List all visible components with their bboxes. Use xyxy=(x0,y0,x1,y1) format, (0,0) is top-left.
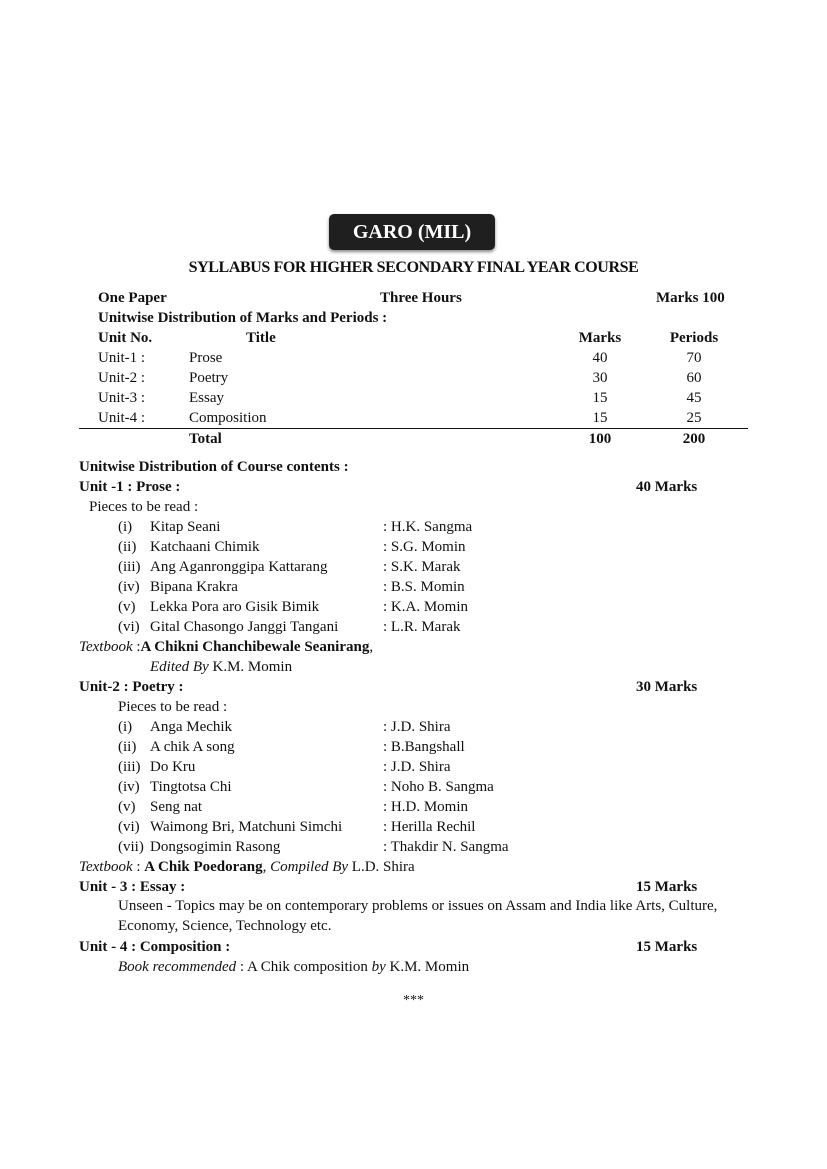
unit2-pieces-label: Pieces to be read : xyxy=(118,699,228,715)
unit1-heading: Unit -1 : Prose : xyxy=(79,479,181,495)
item-title: Bipana Krakra xyxy=(150,579,238,595)
textbook-title: A Chikni Chanchibewale Seanirang xyxy=(140,639,370,655)
item-author: : B.S. Momin xyxy=(383,579,465,595)
unit-cell: Unit-1 : xyxy=(98,350,146,366)
col-header-unit: Unit No. xyxy=(98,330,153,346)
item-title: Waimong Bri, Matchuni Simchi xyxy=(150,819,343,835)
col-header-title: Title xyxy=(246,330,276,346)
edited-label: Edited By xyxy=(150,659,209,675)
subject-badge: GARO (MIL) xyxy=(329,214,495,250)
unit3-marks: 15 Marks xyxy=(636,879,698,895)
item-title: Kitap Seani xyxy=(150,519,221,535)
periods-cell: 60 xyxy=(686,370,702,386)
unit2-marks: 30 Marks xyxy=(636,679,698,695)
item-number: (i) xyxy=(118,519,133,535)
item-number: (iii) xyxy=(118,759,141,775)
item-number: (vi) xyxy=(118,619,140,635)
unit2-heading: Unit-2 : Poetry : xyxy=(79,679,184,695)
item-author: : Thakdir N. Sangma xyxy=(383,839,509,855)
book-label: Book recommended xyxy=(118,959,237,975)
total-label: Total xyxy=(189,431,222,447)
item-title: Ang Aganronggipa Kattarang xyxy=(150,559,328,575)
textbook-sep: : xyxy=(132,859,145,875)
item-author: : S.K. Marak xyxy=(383,559,461,575)
textbook-label: Textbook xyxy=(79,639,133,655)
item-author: : K.A. Momin xyxy=(383,599,469,615)
item-title: Dongsogimin Rasong xyxy=(150,839,281,855)
marks-cell: 40 xyxy=(592,350,608,366)
item-author: : Noho B. Sangma xyxy=(383,779,494,795)
duration: Three Hours xyxy=(380,290,462,306)
marks-cell: 30 xyxy=(592,370,608,386)
item-number: (v) xyxy=(118,799,136,815)
unit3-heading: Unit - 3 : Essay : xyxy=(79,879,186,895)
item-number: (v) xyxy=(118,599,136,615)
marks-cell: 15 xyxy=(592,410,608,426)
unit4-book xyxy=(118,957,469,977)
item-title: Katchaani Chimik xyxy=(150,539,260,555)
item-title: Anga Mechik xyxy=(150,719,233,735)
compiled-label: Compiled By xyxy=(270,859,349,875)
unit-cell: Unit-2 : xyxy=(98,370,146,386)
periods-cell: 25 xyxy=(686,410,702,426)
compiled-name: L.D. Shira xyxy=(348,859,415,875)
periods-cell: 45 xyxy=(686,390,702,406)
unit-cell: Unit-4 : xyxy=(98,410,146,426)
by-label: by xyxy=(371,959,386,975)
total-periods-cell: 200 xyxy=(682,431,706,447)
title-cell: Composition xyxy=(189,410,267,426)
item-number: (iv) xyxy=(118,779,140,795)
item-title: A chik A song xyxy=(150,739,235,755)
textbook-title: A Chik Poedorang xyxy=(144,859,263,875)
item-number: (ii) xyxy=(118,539,137,555)
textbook-sep: : xyxy=(132,639,141,655)
textbook-comma: , xyxy=(369,639,374,655)
unit1-marks: 40 Marks xyxy=(636,479,698,495)
by-name: K.M. Momin xyxy=(385,959,470,975)
item-author: : L.R. Marak xyxy=(383,619,461,635)
unit4-marks: 15 Marks xyxy=(636,939,698,955)
paper-count: One Paper xyxy=(98,290,167,306)
textbook-label: Textbook xyxy=(79,859,133,875)
item-author: : J.D. Shira xyxy=(383,719,451,735)
total-marks-cell: 100 xyxy=(588,431,612,447)
title-cell: Poetry xyxy=(189,370,229,386)
book-text: : A Chik composition xyxy=(236,959,372,975)
col-header-marks: Marks xyxy=(578,330,622,346)
item-title: Gital Chasongo Janggi Tangani xyxy=(150,619,339,635)
item-author: : J.D. Shira xyxy=(383,759,451,775)
table-divider xyxy=(79,428,748,429)
item-title: Seng nat xyxy=(150,799,203,815)
item-title: Tingtotsa Chi xyxy=(150,779,232,795)
unit4-heading: Unit - 4 : Composition : xyxy=(79,939,231,955)
col-header-periods: Periods xyxy=(669,330,719,346)
title-cell: Prose xyxy=(189,350,223,366)
unit3-description: Unseen - Topics may be on contemporary problems or issues on Assam and India like Arts, Culture, Economy, Science, Technology etc. xyxy=(118,898,718,934)
item-number: (vii) xyxy=(118,839,144,855)
content-heading: Unitwise Distribution of Course contents : xyxy=(79,459,349,475)
distribution-heading: Unitwise Distribution of Marks and Periods : xyxy=(98,310,388,326)
unit1-pieces-label: Pieces to be read : xyxy=(89,499,199,515)
item-author: : S.G. Momin xyxy=(383,539,466,555)
end-marker: *** xyxy=(403,993,424,1008)
item-number: (iv) xyxy=(118,579,140,595)
item-author: : Herilla Rechil xyxy=(383,819,476,835)
item-author: : B.Bangshall xyxy=(383,739,465,755)
unit1-textbook xyxy=(79,637,373,657)
unit2-textbook xyxy=(79,857,415,877)
item-title: Do Kru xyxy=(150,759,196,775)
item-author: : H.D. Momin xyxy=(383,799,469,815)
item-number: (ii) xyxy=(118,739,137,755)
title-cell: Essay xyxy=(189,390,224,406)
unit1-editor xyxy=(150,657,292,677)
marks-cell: 15 xyxy=(592,390,608,406)
page-subtitle: SYLLABUS FOR HIGHER SECONDARY FINAL YEAR COURSE xyxy=(188,259,639,276)
periods-cell: 70 xyxy=(686,350,702,366)
item-title: Lekka Pora aro Gisik Bimik xyxy=(150,599,320,615)
total-marks: Marks 100 xyxy=(656,290,725,306)
unit-cell: Unit-3 : xyxy=(98,390,146,406)
item-number: (vi) xyxy=(118,819,140,835)
textbook-comma: , xyxy=(262,859,271,875)
edited-name: K.M. Momin xyxy=(208,659,293,675)
item-number: (iii) xyxy=(118,559,141,575)
item-author: : H.K. Sangma xyxy=(383,519,473,535)
item-number: (i) xyxy=(118,719,133,735)
